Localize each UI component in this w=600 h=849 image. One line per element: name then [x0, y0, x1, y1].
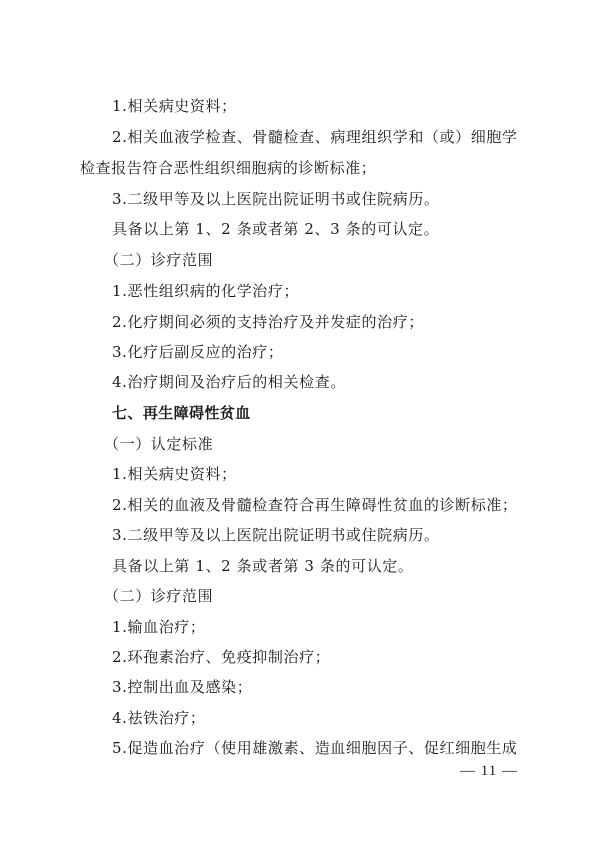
text-line-1: 1.相关病史资料； — [112, 97, 237, 115]
text-line-18: 1.输血治疗； — [112, 618, 206, 636]
subheading-diagnosis-scope-2: （二）诊疗范围 — [104, 587, 214, 605]
text-line-5: 具备以上第 1、2 条或者第 2、3 条的可认定。 — [112, 220, 440, 238]
text-line-4: 3.二级甲等及以上医院出院证明书或住院病历。 — [112, 190, 440, 208]
page-number: — 11 — — [460, 763, 518, 779]
text-line-20: 3.控制出血及感染； — [112, 678, 253, 696]
text-line-8: 2.化疗期间必须的支持治疗及并发症的治疗； — [112, 313, 424, 331]
section-heading-aplastic-anemia: 七、再生障碍性贫血 — [112, 404, 251, 422]
text-line-16: 具备以上第 1、2 条或者第 3 条的可认定。 — [112, 557, 414, 575]
text-line-3: 检查报告符合恶性组织细胞病的诊断标准； — [80, 159, 377, 177]
text-line-2: 2.相关血液学检查、骨髓检查、病理组织学和（或）细胞学 — [112, 128, 518, 146]
text-line-7: 1.恶性组织病的化学治疗； — [112, 282, 300, 300]
text-line-9: 3.化疗后副反应的治疗； — [112, 343, 284, 361]
text-line-22: 5.促造血治疗（使用雄激素、造血细胞因子、促红细胞生成 — [112, 739, 518, 757]
text-line-14: 2.相关的血液及骨髓检查符合再生障碍性贫血的诊断标准； — [112, 496, 518, 514]
subheading-diagnosis-scope-1: （二）诊疗范围 — [104, 251, 214, 269]
text-line-15: 3.二级甲等及以上医院出院证明书或住院病历。 — [112, 526, 440, 544]
text-line-21: 4.祛铁治疗； — [112, 709, 206, 727]
subheading-criteria: （一）认定标准 — [104, 435, 214, 453]
text-line-10: 4.治疗期间及治疗后的相关检查。 — [112, 373, 346, 391]
text-line-19: 2.环孢素治疗、免疫抑制治疗； — [112, 648, 331, 666]
text-line-13: 1.相关病史资料； — [112, 465, 237, 483]
